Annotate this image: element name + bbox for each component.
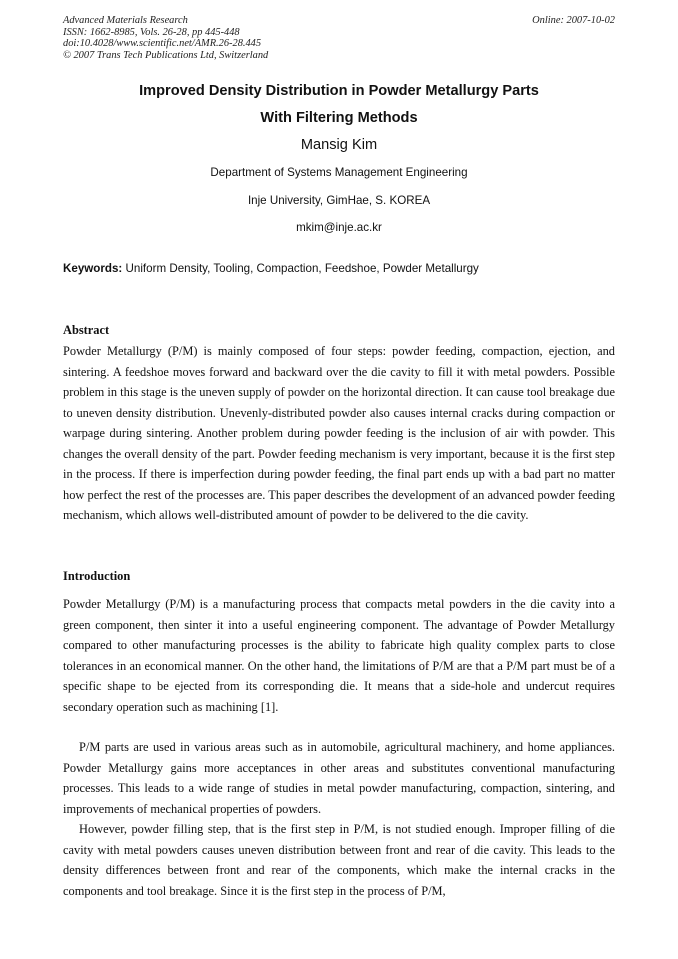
online-date: Online: 2007-10-02: [532, 15, 615, 26]
abstract-body: Powder Metallurgy (P/M) is mainly composed of four steps: powder feeding, compaction, ejection, and sintering. A feedshoe moves forward and backward over the die cavity to fill it with metal powders. Possible problem in this stage is the uneven supply of powder on the horizontal direction. It can cause tool breakage due to uneven density distribution. Unevenly-distributed powder also causes internal cracks during compaction or warpage during sintering. Another problem during powder feeding is the inclusion of air with powder. This changes the overall density of the part. Powder feeding mechanism is very important, because it is the first step in the process. If there is imperfection during powder feeding, the final part ends up with a bad part no matter how perfect the rest of the processes are. This paper describes the development of an advanced powder feeding mechanism, which allows well-distributed amount of powder to be delivered to the die cavity.: [63, 344, 615, 522]
paper-title-line-1: Improved Density Distribution in Powder Metallurgy Parts: [139, 83, 539, 99]
keywords-text: Uniform Density, Tooling, Compaction, Feedshoe, Powder Metallurgy: [125, 262, 479, 275]
affiliation-university: Inje University, GimHae, S. KOREA: [247, 194, 431, 207]
paper-title-line-2: With Filtering Methods: [260, 110, 418, 126]
author-email: mkim@inje.ac.kr: [296, 221, 382, 234]
intro-paragraph-2: P/M parts are used in various areas such as in automobile, agricultural machinery, and home appliances. Powder Metallurgy gains more acceptances in other areas and substitutes conventional manufacturing processes. This leads to a wide range of studies in metal powder manufacturing, compaction, sintering, and improvements of mechanical properties of powders.: [63, 740, 615, 816]
abstract-heading: Abstract: [63, 323, 110, 337]
keywords-line: [63, 262, 615, 276]
intro-paragraph-1: Powder Metallurgy (P/M) is a manufacturing process that compacts metal powders in the die cavity into a green component, then sinter it into a useful engineering component. The advantage of Powder Metallurgy compared to other manufacturing processes is the ability to fabricate high quality complex parts to close tolerances in an economical manner. On the other hand, the limitations of P/M are that a P/M part must be of a specific shape to be ejected from its corresponding die. It means that a side-hole and undercut requires secondary operation such as machining [1].: [63, 597, 615, 714]
intro-paragraph-3: However, powder filling step, that is the first step in P/M, is not studied enough. Improper filling of die cavity with metal powders causes uneven distribution between front and rear of die cavity. This leads to the density differences between front and rear of the components, which make the internal cracks in the components and tool breakage. Since it is the first step in the process of P/M,: [63, 822, 615, 898]
doi-line: doi:10.4028/www.scientific.net/AMR.26-28.445: [63, 38, 262, 50]
issn-line: ISSN: 1662-8985, Vols. 26-28, pp 445-448: [63, 26, 240, 38]
affiliation-department: Department of Systems Management Engineering: [210, 166, 468, 179]
keywords-label: Keywords:: [63, 262, 123, 275]
journal-header: [63, 15, 615, 61]
author-name: Mansig Kim: [300, 137, 378, 153]
copyright-line: © 2007 Trans Tech Publications Ltd, Switzerland: [63, 49, 269, 61]
journal-name: Advanced Materials Research: [63, 15, 188, 26]
introduction-heading: Introduction: [63, 569, 131, 583]
